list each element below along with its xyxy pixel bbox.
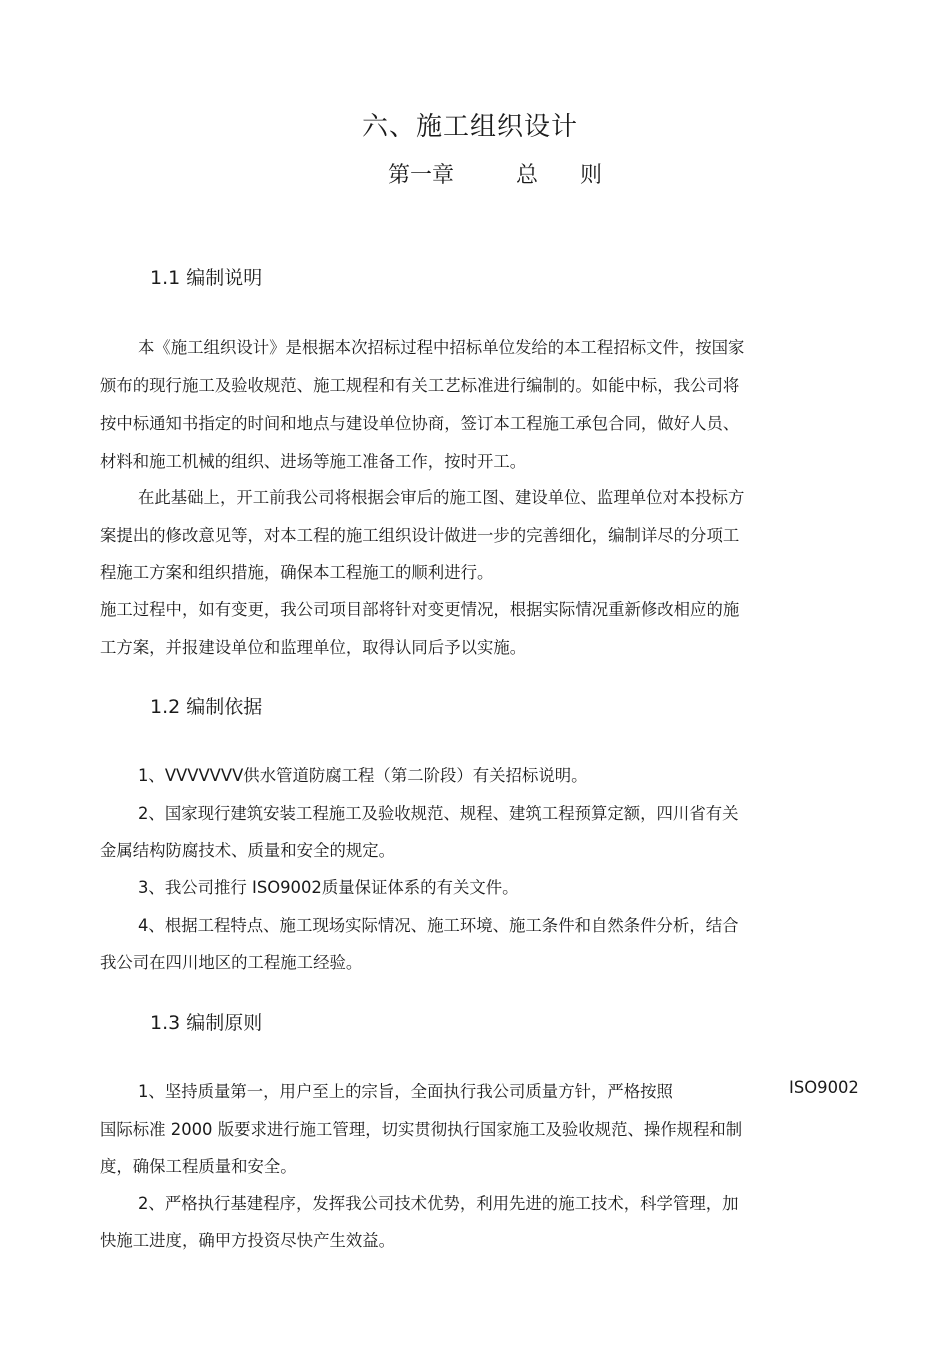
list-item-continuation: 快施工进度，确甲方投资尽快产生效益。 <box>100 1231 396 1250</box>
document-title: 六、施工组织设计 <box>362 112 579 142</box>
list-item: 3、我公司推行 ISO9002质量保证体系的有关文件。 <box>138 878 519 897</box>
paragraph-line: 案提出的修改意见等，对本工程的施工组织设计做进一步的完善细化，编制详尽的分项工 <box>100 526 740 545</box>
paragraph-line: 按中标通知书指定的时间和地点与建设单位协商，签订本工程施工承包合同，做好人员、 <box>100 414 740 433</box>
paragraph-line: 程施工方案和组织措施，确保本工程施工的顺利进行。 <box>100 563 494 582</box>
list-item-continuation: 金属结构防腐技术、质量和安全的规定。 <box>100 841 396 860</box>
paragraph-line: 材料和施工机械的组织、进场等施工准备工作，按时开工。 <box>100 452 527 471</box>
list-item-continuation: 我公司在四川地区的工程施工经验。 <box>100 953 363 972</box>
paragraph-line: 颁布的现行施工及验收规范、施工规程和有关工艺标准进行编制的。如能中标，我公司将 <box>100 376 740 395</box>
list-item: 1、VVVVVVV供水管道防腐工程（第二阶段）有关招标说明。 <box>138 766 588 785</box>
paragraph-line: 施工过程中，如有变更，我公司项目部将针对变更情况，根据实际情况重新修改相应的施 <box>100 600 740 619</box>
chapter-title-word-2: 则 <box>580 163 603 188</box>
section-heading-1-1: 1.1 编制说明 <box>150 267 263 289</box>
list-item: 2、国家现行建筑安装工程施工及验收规范、规程、建筑工程预算定额，四川省有关 <box>138 804 739 823</box>
chapter-title-word-1: 总 <box>516 163 539 188</box>
list-item: 1、坚持质量第一，用户至上的宗旨，全面执行我公司质量方针，严格按照 <box>138 1082 673 1101</box>
chapter-number: 第一章 <box>388 163 455 188</box>
list-item: 2、严格执行基建程序，发挥我公司技术优势，利用先进的施工技术，科学管理，加 <box>138 1194 739 1213</box>
list-item: 4、根据工程特点、施工现场实际情况、施工环境、施工条件和自然条件分析，结合 <box>138 916 739 935</box>
list-item-continuation: 度，确保工程质量和安全。 <box>100 1157 297 1176</box>
paragraph-line: 工方案，并报建设单位和监理单位，取得认同后予以实施。 <box>100 638 527 657</box>
paragraph-line: 本《施工组织设计》是根据本次招标过程中招标单位发给的本工程招标文件，按国家 <box>138 338 745 357</box>
section-heading-1-2: 1.2 编制依据 <box>150 696 263 718</box>
list-item-continuation: 国际标准 2000 版要求进行施工管理，切实贯彻执行国家施工及验收规范、操作规程和制 <box>100 1120 743 1139</box>
section-heading-1-3: 1.3 编制原则 <box>150 1012 263 1034</box>
list-item-standard-code: ISO9002 <box>789 1078 859 1097</box>
paragraph-line: 在此基础上，开工前我公司将根据会审后的施工图、建设单位、监理单位对本投标方 <box>138 488 745 507</box>
